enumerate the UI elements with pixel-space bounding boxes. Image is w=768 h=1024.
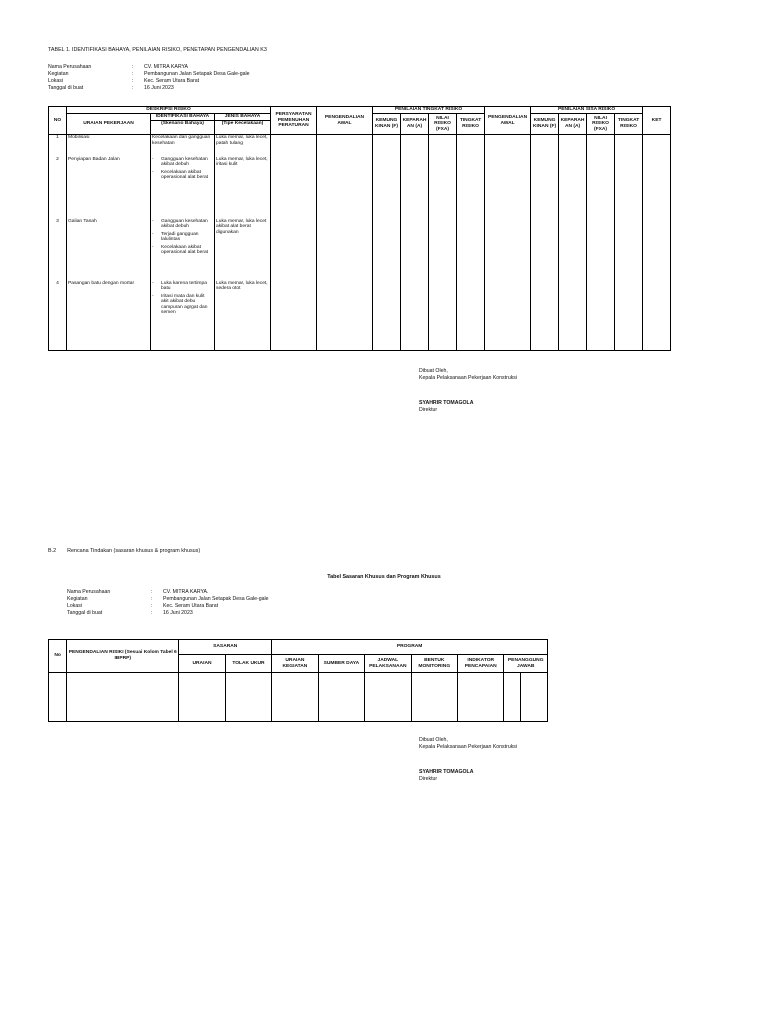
col-sasaran: SASARAN bbox=[179, 640, 272, 655]
info-value: Kec. Seram Utara Barat bbox=[163, 603, 219, 609]
col-tingkat: TINGKAT RISIKO bbox=[457, 114, 485, 135]
col-penilaian-tingkat: PENILAIAN TINGKAT RISIKO bbox=[373, 107, 485, 114]
info-row bbox=[67, 610, 269, 617]
bullet: - bbox=[152, 169, 154, 175]
info-sep: : bbox=[132, 71, 134, 77]
info-row bbox=[67, 596, 269, 603]
cell-jenis: Luka memar, luka lecet akibat alat berat digunakan bbox=[215, 219, 271, 281]
col-program: PROGRAM bbox=[272, 640, 548, 655]
col-deskripsi: DESKRIPSI RISIKO bbox=[67, 107, 271, 114]
info-sep: : bbox=[132, 85, 134, 91]
col-penanggung: PENANGGUNG JAWAB bbox=[504, 655, 548, 673]
info-label: Lokasi bbox=[48, 78, 63, 84]
col-uraian: URAIAN PEKERJAAN bbox=[67, 114, 151, 135]
col-jenis-sub: (Tipe Kecelakaan) bbox=[215, 121, 271, 135]
bahaya-item: Kecelakaan akibat operasional alat berat bbox=[161, 169, 209, 181]
bullet: - bbox=[152, 280, 154, 286]
cell-jenis: Luka memar, luka lecet, sedera otot bbox=[215, 281, 271, 351]
signature-block-2 bbox=[419, 737, 517, 783]
bullet: - bbox=[152, 156, 154, 162]
cell-no: 2 bbox=[49, 157, 67, 219]
info-label: Lokasi bbox=[67, 603, 82, 609]
sign-dibuat: Dibuat Oleh, bbox=[419, 368, 448, 374]
col-no: No bbox=[49, 640, 67, 673]
info-sep: : bbox=[132, 78, 134, 84]
col-kemungkinan: KEMUNG KINAN (F) bbox=[373, 114, 401, 135]
bahaya-item: Luka karena tertimpa batu bbox=[161, 280, 207, 292]
col-indikator: INDIKATOR PENCAPAIAN bbox=[458, 655, 504, 673]
program-table bbox=[48, 639, 548, 722]
cell-no: 3 bbox=[49, 219, 67, 281]
section-title: Rencana Tindakan (sasaran khusus & program khusus) bbox=[67, 548, 201, 554]
info-value: Kec. Seram Utara Barat bbox=[144, 78, 200, 84]
bahaya-item: Kecelakaan akibat operasional alat berat bbox=[161, 244, 209, 256]
bullet: - bbox=[152, 231, 154, 237]
info-label: Tanggal di buat bbox=[67, 610, 103, 616]
cell-uraian: Pasangan batu dengan mortar bbox=[67, 281, 151, 351]
table1-info bbox=[48, 64, 250, 92]
col-jadwal: JADWAL PELAKSANAAN bbox=[365, 655, 411, 673]
bahaya-item: Terjadi gangguan lalulintas bbox=[161, 231, 199, 243]
risk-table bbox=[48, 106, 671, 351]
col-keparahan: KEPARAH AN (A) bbox=[401, 114, 429, 135]
col-uraian-kegiatan: URAIAN KEGIATAN bbox=[272, 655, 318, 673]
col-persyaratan: PERSYARATAN PEMENUHAN PERATURAN bbox=[271, 107, 317, 135]
cell-bahaya bbox=[151, 219, 215, 281]
col-pengendalian-awal-2: PENGENDALIAN AWAL bbox=[485, 107, 531, 135]
info-label: Kegiatan bbox=[67, 596, 88, 602]
section-number: B.2 bbox=[48, 548, 57, 554]
info-label: Tanggal di buat bbox=[48, 85, 84, 91]
sign-role: Direktur bbox=[419, 776, 438, 782]
table-row bbox=[49, 135, 671, 157]
info-sep: : bbox=[151, 603, 153, 609]
bahaya-item: Gangguan kesehatan akibat debuh bbox=[161, 156, 208, 168]
bahaya-item: Gangguan kesehatan akibat debuh bbox=[161, 218, 208, 230]
table2-title: Tabel Sasaran Khusus dan Program Khusus bbox=[327, 574, 441, 580]
col-pengendalian-awal: PENGENDALIAN AWAL bbox=[317, 107, 373, 135]
sign-dibuat: Dibuat Oleh, bbox=[419, 737, 448, 743]
sign-nama: SYAHRIR TOMAGOLA bbox=[419, 769, 474, 775]
bullet: - bbox=[152, 244, 154, 250]
col-no: NO bbox=[49, 107, 67, 135]
sign-nama: SYAHRIR TOMAGOLA bbox=[419, 400, 474, 406]
info-row bbox=[67, 589, 269, 596]
col-sumber-daya: SUMBER DAYA bbox=[318, 655, 364, 673]
section-heading bbox=[48, 548, 200, 554]
info-row bbox=[48, 64, 250, 71]
col-identifikasi: IDENTIFIKASI BAHAYA bbox=[151, 114, 215, 121]
bullet: - bbox=[152, 293, 154, 299]
cell-uraian: Galian Tanah bbox=[67, 219, 151, 281]
info-row bbox=[67, 603, 269, 610]
cell-no: 4 bbox=[49, 281, 67, 351]
col-penilaian-sisa: PENILAIAN SISA RISIKO bbox=[531, 107, 643, 114]
col-jenis: JENIS BAHAYA bbox=[215, 114, 271, 121]
info-sep: : bbox=[132, 64, 134, 70]
signature-block bbox=[419, 368, 517, 414]
sign-jabatan: Kepala Pelaksanaan Pekerjaan Konstruksi bbox=[419, 375, 518, 381]
col-uraian: URAIAN bbox=[179, 655, 225, 673]
cell-bahaya bbox=[151, 281, 215, 351]
sign-jabatan: Kepala Pelaksanaan Pekerjaan Konstruksi bbox=[419, 744, 518, 750]
info-sep: : bbox=[151, 596, 153, 602]
col-tingkat-2: TINGKAT RISIKO bbox=[615, 114, 643, 135]
cell-bahaya: Kecelakaan dan gangguan kesehatan bbox=[151, 135, 215, 157]
col-bentuk: BENTUK MONITORING bbox=[411, 655, 457, 673]
col-kemungkinan-2: KEMUNG KINAN (F) bbox=[531, 114, 559, 135]
bahaya-item: Iritasi mata dan kulit akit akibat debu campuran agrgat dan semen bbox=[161, 293, 208, 316]
info-row bbox=[48, 85, 250, 92]
col-ket: KET bbox=[643, 107, 671, 135]
col-tolak-ukur: TOLAK UKUR bbox=[225, 655, 271, 673]
info-label: Nama Perusahaan bbox=[48, 64, 92, 70]
info-row bbox=[48, 71, 250, 78]
table2-info bbox=[67, 589, 269, 617]
col-pengendalian: PENGENDALIAN RISIKI (Sesuai Kolom Tabel 6 IBPRP) bbox=[67, 640, 179, 673]
info-value: CV. MITRA KARYA. bbox=[163, 589, 209, 595]
cell-uraian: Mobilisasi bbox=[67, 135, 151, 157]
sign-role: Direktur bbox=[419, 407, 438, 413]
info-value: 16 Juni 2023 bbox=[144, 85, 174, 91]
col-nilai-2: NILAI RISIKO (FXA) bbox=[587, 114, 615, 135]
col-keparahan-2: KEPARAH AN (A) bbox=[559, 114, 587, 135]
table-row bbox=[49, 673, 548, 722]
info-row bbox=[48, 78, 250, 85]
bullet: - bbox=[152, 218, 154, 224]
info-label: Kegiatan bbox=[48, 71, 69, 77]
cell-uraian: Penyiapan Badan Jalan bbox=[67, 157, 151, 219]
col-nilai: NILAI RISIKO (FXA) bbox=[429, 114, 457, 135]
col-identifikasi-sub: (Skenario Bahaya) bbox=[151, 121, 215, 135]
cell-bahaya bbox=[151, 157, 215, 219]
info-sep: : bbox=[151, 589, 153, 595]
cell-jenis: Luka memar, luka lecet, iritasi kulit bbox=[215, 157, 271, 219]
cell-no: 1 bbox=[49, 135, 67, 157]
info-value: Pembangunan Jalan Setapak Desa Gale-gale bbox=[144, 71, 250, 77]
info-value: CV. MITRA KARYA bbox=[144, 64, 189, 70]
info-sep: : bbox=[151, 610, 153, 616]
info-value: Pembangunan Jalan Setapak Desa Gale-gale bbox=[163, 596, 269, 602]
cell-jenis: Luka memar, luka lecet, patah tulang bbox=[215, 135, 271, 157]
info-value: 16 Juni 2023 bbox=[163, 610, 193, 616]
info-label: Nama Perusahaan bbox=[67, 589, 111, 595]
table1-title: TABEL 1. IDENTIFIKASI BAHAYA, PENILAIAN RISIKO, PENETAPAN PENGENDALIAN K3 bbox=[48, 47, 267, 53]
